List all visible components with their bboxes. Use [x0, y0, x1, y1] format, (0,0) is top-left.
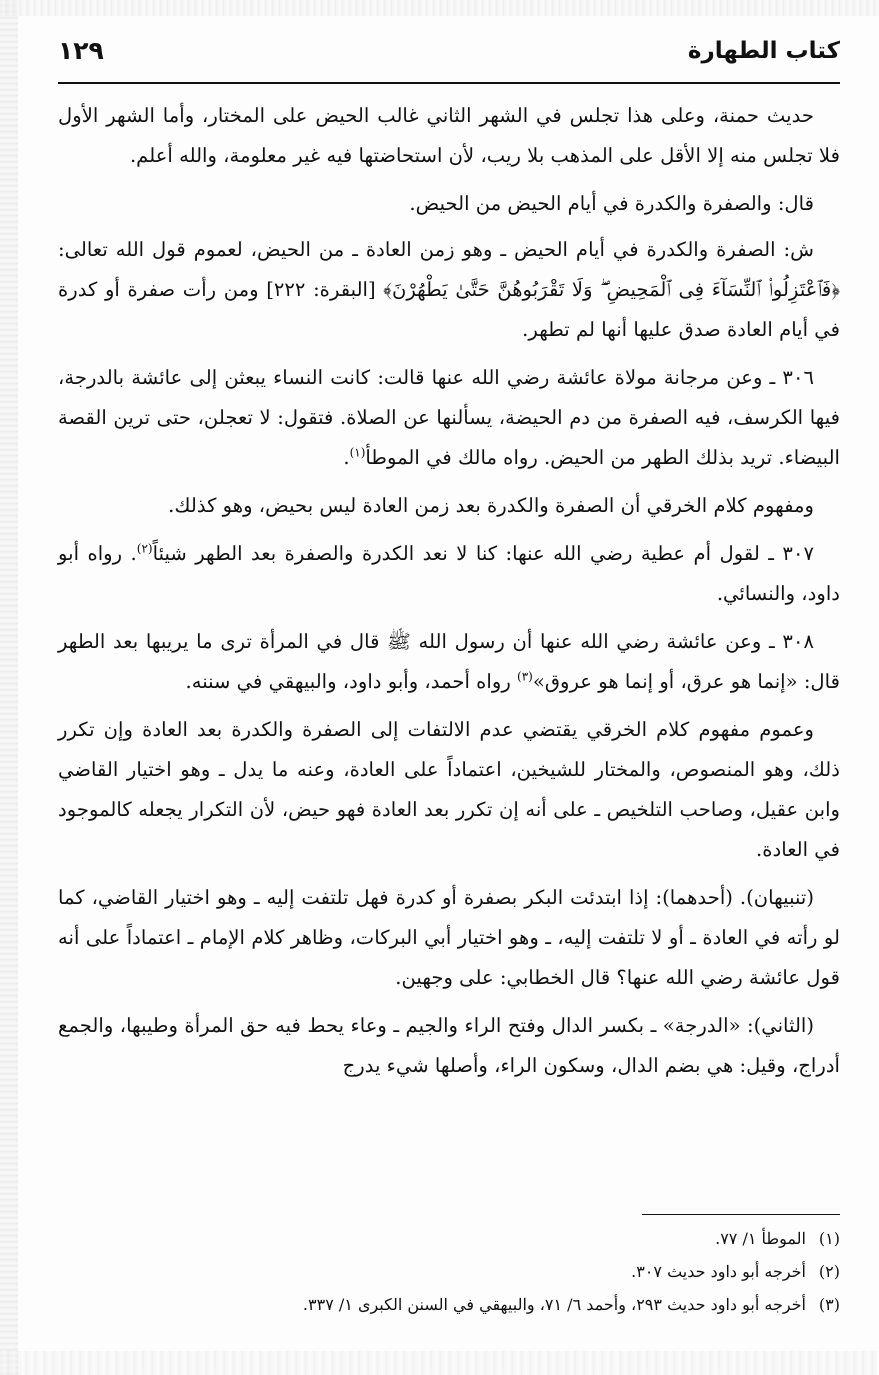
quran-verse: ﴿فَٱعْتَزِلُوا۟ ٱلنِّسَآءَ فِى ٱلْمَحِيضِ ۖ وَلَا تَقْرَبُوهُنَّ حَتَّىٰ يَطْهُرْنَ﴾ [383, 278, 840, 301]
scan-edge-bottom [0, 1351, 879, 1375]
paragraph-6-text-b: . رواه أبو داود، والنسائي. [58, 542, 840, 605]
paragraph-5: ومفهوم كلام الخرقي أن الصفرة والكدرة بعد زمن العادة ليس بحيض، وهو كذلك. [168, 494, 814, 517]
footnote-3-number: (٣) [818, 1295, 840, 1314]
paragraph-1: حديث حمنة، وعلى هذا تجلس في الشهر الثاني غالب الحيض على المختار، وأما الشهر الأول فلا تجلس منه إلا الأقل على المذهب بلا ريب، لأن استحاضتها فيه غير معلومة، والله أعلم. [58, 104, 840, 167]
header-rule [58, 82, 840, 84]
footnote-separator [642, 1214, 840, 1215]
footnote-1-number: (١) [818, 1229, 840, 1248]
paragraph-6 [58, 534, 840, 614]
paragraph-4: ٣٠٦ ـ وعن مرجانة مولاة عائشة رضي الله عنها قالت: كانت النساء يبعثن إلى عائشة بالدرجة، فيها الكرسف، فيه الصفرة من دم الحيضة، يسألنها عن الصلاة. فتقول: لا تعجلن، حتى ترين القصة البيضاء. تريد بذلك الطهر من الحيض. رواه مالك في الموطأ$^{(١)}$. [58, 366, 840, 469]
paragraph-7-text-b: رواه أحمد، وأبو داود، والبيهقي في سننه. [185, 670, 518, 693]
paragraph-10: (الثاني): «الدرجة» ـ بكسر الدال وفتح الراء والجيم ـ وعاء يحط فيه حق المرأة وطيبها، والجمع أدراج، وقيل: هي بضم الدال، وسكون الراء، وأصلها شيء يدرج [58, 1014, 840, 1077]
footnote-3-text: أخرجه أبو داود حديث ٢٩٣، وأحمد ٦/ ٧١، والبيهقي في السنن الكبرى ١/ ٣٣٧. [302, 1295, 806, 1314]
scan-edge-left [0, 0, 18, 1375]
footnote-1 [58, 1222, 840, 1255]
paragraph-3-text-a: ش: الصفرة والكدرة في أيام الحيض ـ وهو زمن العادة ـ من الحيض، لعموم قول الله تعالى: [58, 238, 814, 261]
footnote-2 [58, 1255, 840, 1288]
footnotes [58, 1222, 840, 1321]
footnote-marker-3: (٣) [517, 669, 533, 684]
paragraph-7-text: ٣٠٨ ـ وعن عائشة رضي الله عنها أن رسول الله ﷺ قال في المرأة ترى ما يريبها بعد الطهر قال: «إنما هو عرق، أو إنما هو عروق» [58, 630, 840, 693]
scan-edge-top [0, 0, 879, 16]
paragraph-6-text: ٣٠٧ ـ لقول أم عطية رضي الله عنها: كنا لا نعد الكدرة والصفرة بعد الطهر شيئاً [152, 542, 814, 565]
footnote-marker-1: (١) [349, 445, 366, 460]
running-header [58, 36, 840, 80]
footnote-3 [58, 1288, 840, 1321]
main-text [58, 96, 840, 1094]
paragraph-4-text: ٣٠٦ ـ وعن مرجانة مولاة عائشة رضي الله عنها قالت: كانت النساء يبعثن إلى عائشة بالدرجة، فيها الكرسف، فيه الصفرة من دم الحيضة، يسألنها عن الصلاة. فتقول: لا تعجلن، حتى ترين القصة البيضاء. تريد بذلك الطهر من الحيض. رواه مالك في الموطأ [58, 366, 840, 469]
footnote-1-text: الموطأ ١/ ٧٧. [715, 1229, 806, 1248]
paragraph-3 [58, 230, 840, 350]
header-title: كتاب الطهارة [687, 38, 840, 64]
footnote-2-number: (٢) [818, 1262, 840, 1281]
paragraph-3-text-b: [البقرة: ٢٢٢] ومن رأت صفرة أو كدرة في أيام العادة صدق عليها أنها لم تطهر. [58, 278, 840, 341]
footnote-2-text: أخرجه أبو داود حديث ٣٠٧. [631, 1262, 806, 1281]
footnote-marker-2: (٢) [136, 541, 153, 556]
paragraph-9: (تنبيهان). (أحدهما): إذا ابتدئت البكر بصفرة أو كدرة فهل تلتفت إليه ـ وهو اختيار القاضي، كما لو رأته في العادة ـ أو لا تلتفت إليه، ـ وهو اختيار أبي البركات، وظاهر كلام الإمام ـ اعتماداً على أنه قول عائشة رضي الله عنها؟ قال الخطابي: على وجهين. [58, 886, 840, 989]
paragraph-2: قال: والصفرة والكدرة في أيام الحيض من الحيض. [409, 192, 814, 215]
page-number: ١٢٩ [58, 36, 104, 65]
paragraph-8: وعموم مفهوم كلام الخرقي يقتضي عدم الالتفات إلى الصفرة والكدرة بعد العادة وإن تكرر ذلك، وهو المنصوص، والمختار للشيخين، اعتماداً على العادة، وعنه ما يدل ـ وهو اختيار القاضي وابن عقيل، وصاحب التلخيص ـ على أنه إن تكرر بعد العادة فهو حيض، لأن التكرار يجعله كالموجود في العادة. [58, 718, 840, 861]
paragraph-7 [58, 622, 840, 702]
